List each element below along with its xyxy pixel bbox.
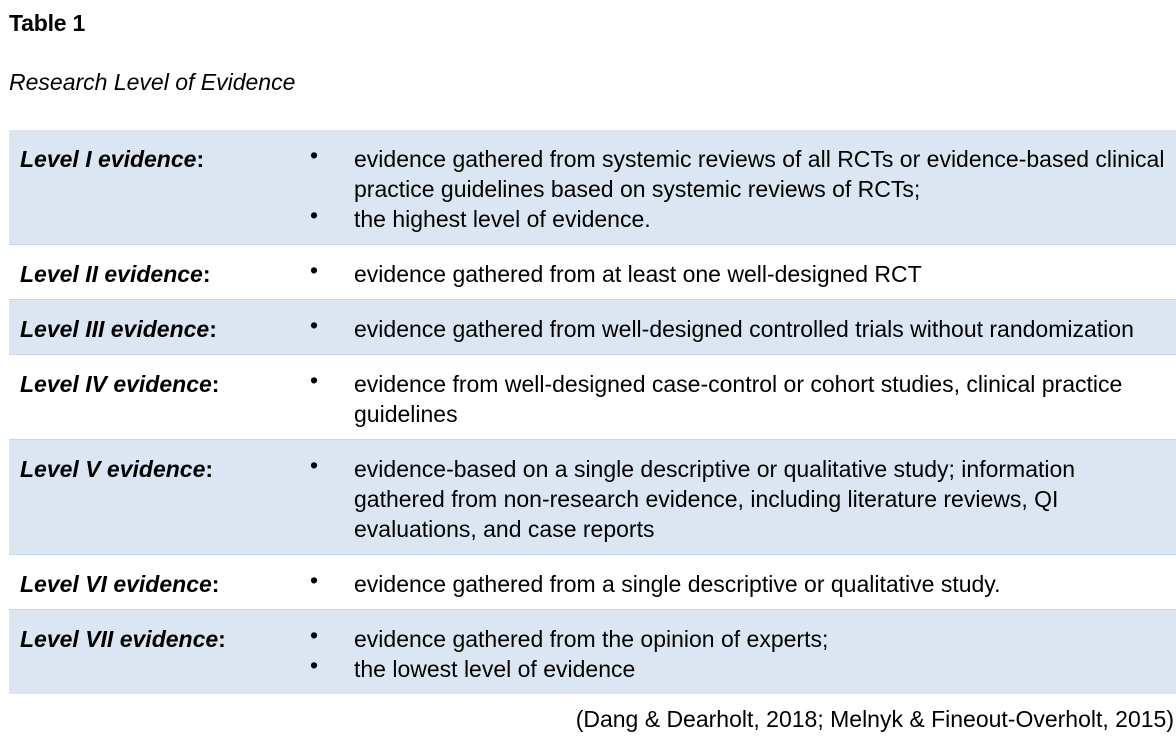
evidence-row-level-6 xyxy=(9,554,1176,609)
bullet-list xyxy=(354,314,1166,344)
evidence-row-level-7 xyxy=(9,609,1176,694)
bullet-list xyxy=(354,259,1166,289)
evidence-row-level-4 xyxy=(9,354,1176,439)
bullet-item: • evidence-based on a single descriptive or qualitative study; information gathered from non-research evidence, including literature reviews, QI evaluations, and case reports xyxy=(354,454,1166,544)
level-label: Level IV evidence: xyxy=(20,371,220,397)
level-label: Level VI evidence: xyxy=(20,571,220,597)
evidence-table xyxy=(9,130,1176,694)
bullet-list xyxy=(354,369,1166,429)
level-label: Level III evidence: xyxy=(20,316,217,342)
table-label: Table 1 xyxy=(9,10,86,36)
bullet-list xyxy=(354,569,1166,599)
bullet-item: • the highest level of evidence. xyxy=(354,204,1166,234)
evidence-row-level-1 xyxy=(9,130,1176,244)
table-caption: Research Level of Evidence xyxy=(9,69,296,95)
citation: (Dang & Dearholt, 2018; Melnyk & Fineout-Overholt, 2015) xyxy=(575,706,1174,732)
bullet-item: • evidence gathered from systemic reviews of all RCTs or evidence-based clinical practice guidelines based on systemic reviews of RCTs; xyxy=(354,144,1166,204)
level-label: Level VII evidence: xyxy=(20,626,226,652)
bullet-list xyxy=(354,144,1166,234)
evidence-row-level-2 xyxy=(9,244,1176,299)
bullet-list xyxy=(354,624,1166,684)
bullet-item: • evidence from well-designed case-control or cohort studies, clinical practice guidelines xyxy=(354,369,1166,429)
level-label: Level V evidence: xyxy=(20,456,214,482)
evidence-row-level-5 xyxy=(9,439,1176,554)
level-label: Level I evidence: xyxy=(20,146,205,172)
bullet-item: • evidence gathered from the opinion of experts; xyxy=(354,624,1166,654)
bullet-item: • evidence gathered from a single descriptive or qualitative study. xyxy=(354,569,1166,599)
bullet-list xyxy=(354,454,1166,544)
bullet-item: • evidence gathered from well-designed controlled trials without randomization xyxy=(354,314,1166,344)
bullet-item: • the lowest level of evidence xyxy=(354,654,1166,684)
evidence-row-level-3 xyxy=(9,299,1176,354)
level-label: Level II evidence: xyxy=(20,261,211,287)
bullet-item: • evidence gathered from at least one well-designed RCT xyxy=(354,259,1166,289)
